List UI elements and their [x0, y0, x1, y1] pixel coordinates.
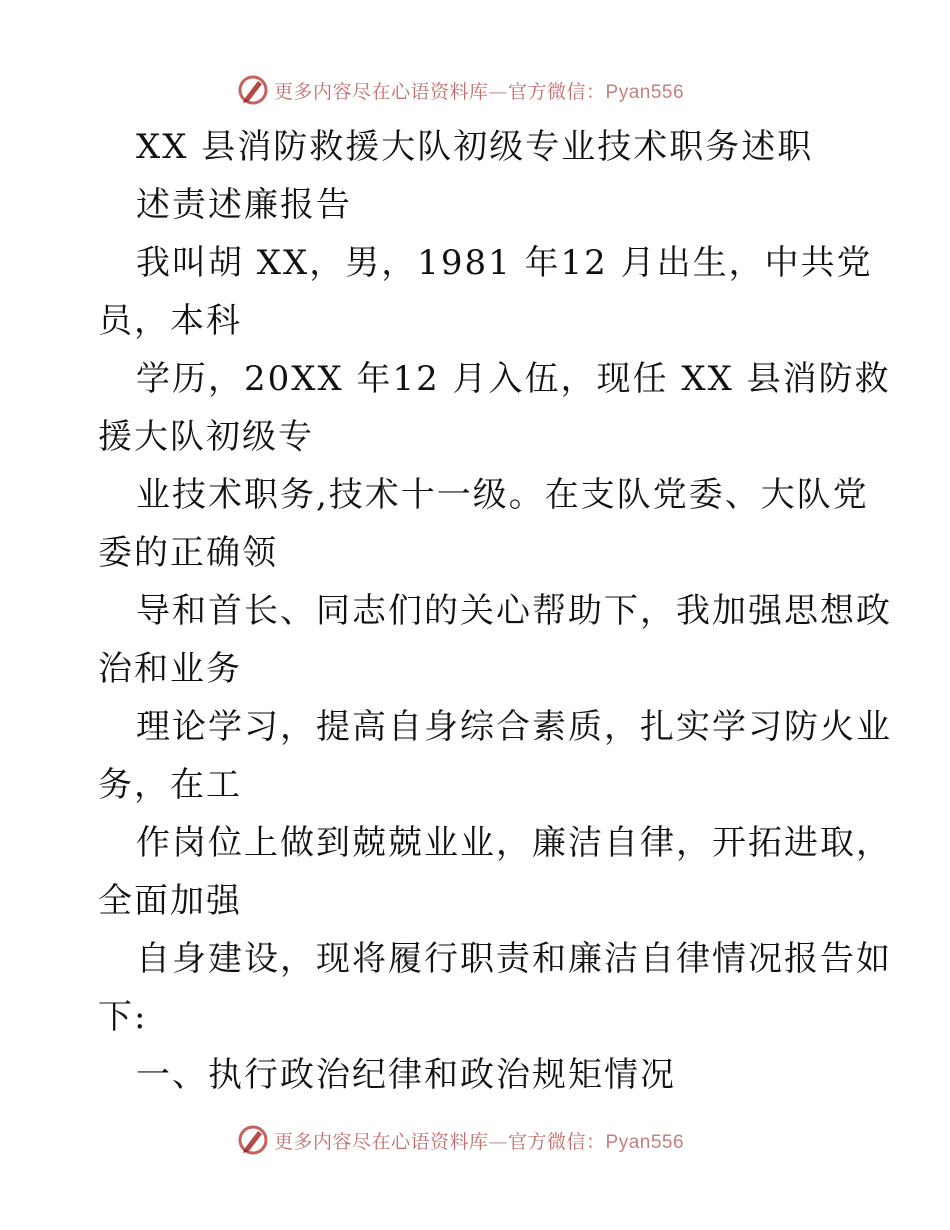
doc-line: 学历，20XX 年12 月入伍，现任 XX 县消防救 — [136, 359, 891, 399]
doc-line: 作岗位上做到兢兢业业，廉洁自律，开拓进取， — [136, 823, 892, 863]
watermark-text: 更多内容尽在心语资料库—官方微信：Pyan556 — [274, 80, 685, 103]
pen-logo-icon — [236, 1123, 270, 1157]
doc-line: 我叫胡 XX，男，1981 年12 月出生，中共党 — [136, 243, 873, 283]
doc-line: 委的正确领 — [98, 533, 278, 573]
watermark-footer — [236, 1122, 684, 1158]
doc-line: 治和业务 — [98, 649, 242, 689]
section-heading: 一、执行政治纪律和政治规矩情况 — [136, 1055, 676, 1095]
doc-line: 下: — [98, 997, 148, 1037]
watermark-text: 更多内容尽在心语资料库—官方微信：Pyan556 — [274, 1130, 685, 1153]
document-body — [98, 118, 892, 1104]
doc-line: 导和首长、同志们的关心帮助下，我加强思想政 — [136, 591, 892, 631]
doc-line: 业技术职务,技术十一级。在支队党委、大队党 — [136, 475, 869, 515]
doc-line: 务，在工 — [98, 765, 242, 805]
doc-line: 援大队初级专 — [98, 417, 314, 457]
pen-logo-icon — [236, 73, 270, 107]
doc-line: 自身建设，现将履行职责和廉洁自律情况报告如 — [136, 939, 892, 979]
doc-title-line-1: XX 县消防救援大队初级专业技术职务述职 — [136, 127, 814, 167]
watermark-header — [236, 72, 684, 108]
doc-line: 员，本科 — [98, 301, 242, 341]
doc-title-line-2: 述责述廉报告 — [136, 185, 352, 225]
doc-line: 全面加强 — [98, 881, 242, 921]
doc-line: 理论学习，提高自身综合素质，扎实学习防火业 — [136, 707, 892, 747]
